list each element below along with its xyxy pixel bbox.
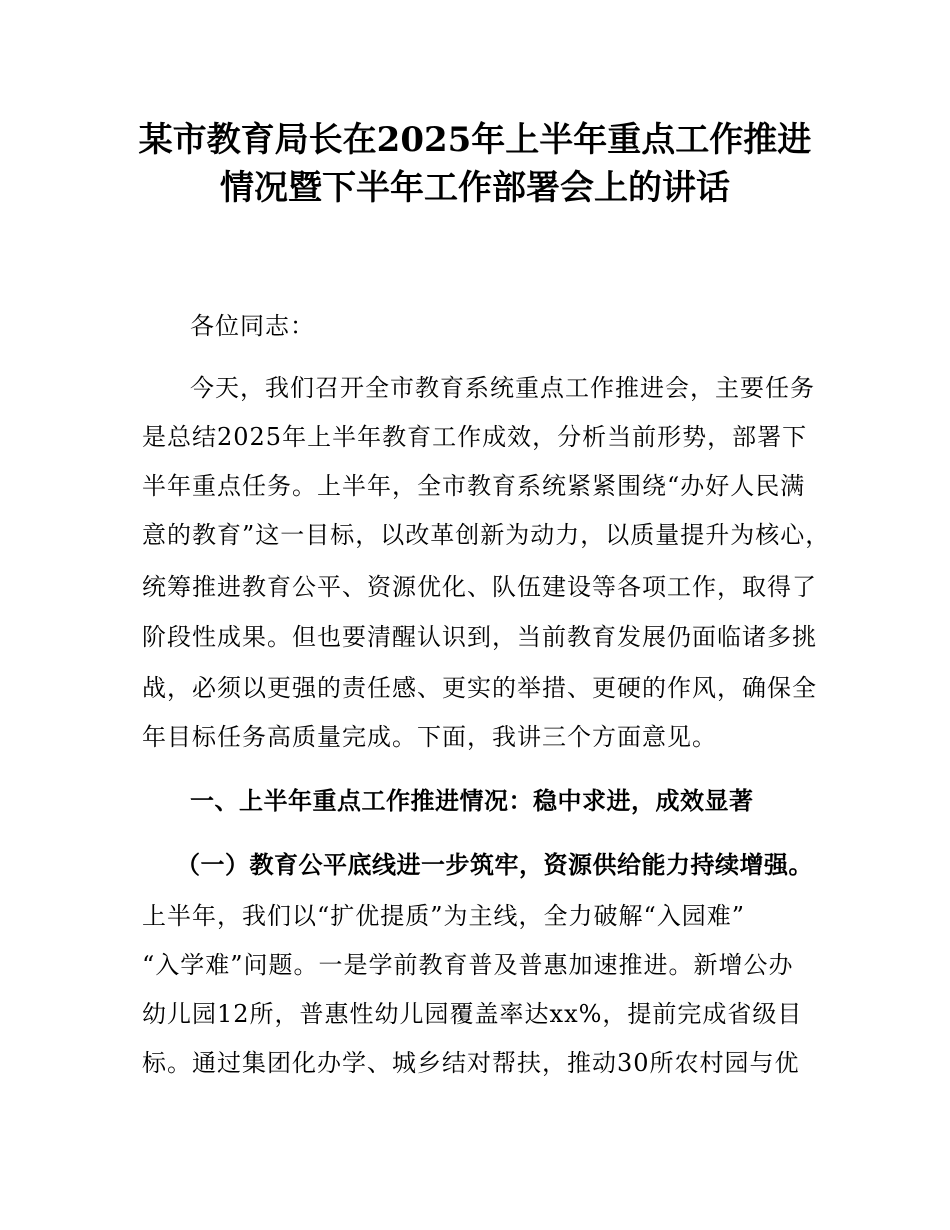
intro-line: 年目标任务高质量完成。下面，我讲三个方面意见。 — [142, 723, 717, 751]
intro-line: 统筹推进教育公平、资源优化、队伍建设等各项工作，取得了 — [142, 573, 817, 601]
document-title-line-2: 情况暨下半年工作部署会上的讲话 — [220, 168, 730, 208]
intro-line: 意的教育”这一目标，以改革创新为动力，以质量提升为核心， — [142, 521, 831, 549]
subsection-1-line: 上半年，我们以“扩优提质”为主线，全力破解“入园难” — [142, 902, 746, 930]
intro-line: 战，必须以更强的责任感、更实的举措、更硬的作风，确保全 — [142, 674, 817, 702]
subsection-1-line: “入学难”问题。一是学前教育普及普惠加速推进。新增公办 — [142, 951, 794, 979]
intro-line: 半年重点任务。上半年，全市教育系统紧紧围绕“办好人民满 — [142, 472, 806, 500]
document-title-line-1: 某市教育局长在2025年上半年重点工作推进 — [138, 120, 812, 160]
intro-line: 阶段性成果。但也要清醒认识到，当前教育发展仍面临诸多挑 — [142, 623, 817, 651]
subsection-1-line: 标。通过集团化办学、城乡结对帮扶，推动30所农村园与优 — [142, 1049, 800, 1077]
subsection-1-heading: （一）教育公平底线进一步筑牢，资源供给能力持续增强。 — [176, 851, 813, 879]
section-1-heading: 一、上半年重点工作推进情况：稳中求进，成效显著 — [190, 787, 754, 815]
subsection-1-line: 幼儿园12所，普惠性幼儿园覆盖率达xx%，提前完成省级目 — [142, 1000, 803, 1028]
intro-line: 是总结2025年上半年教育工作成效，分析当前形势，部署下 — [142, 423, 808, 451]
salutation: 各位同志： — [190, 312, 315, 340]
intro-line: 今天，我们召开全市教育系统重点工作推进会，主要任务 — [190, 374, 815, 402]
